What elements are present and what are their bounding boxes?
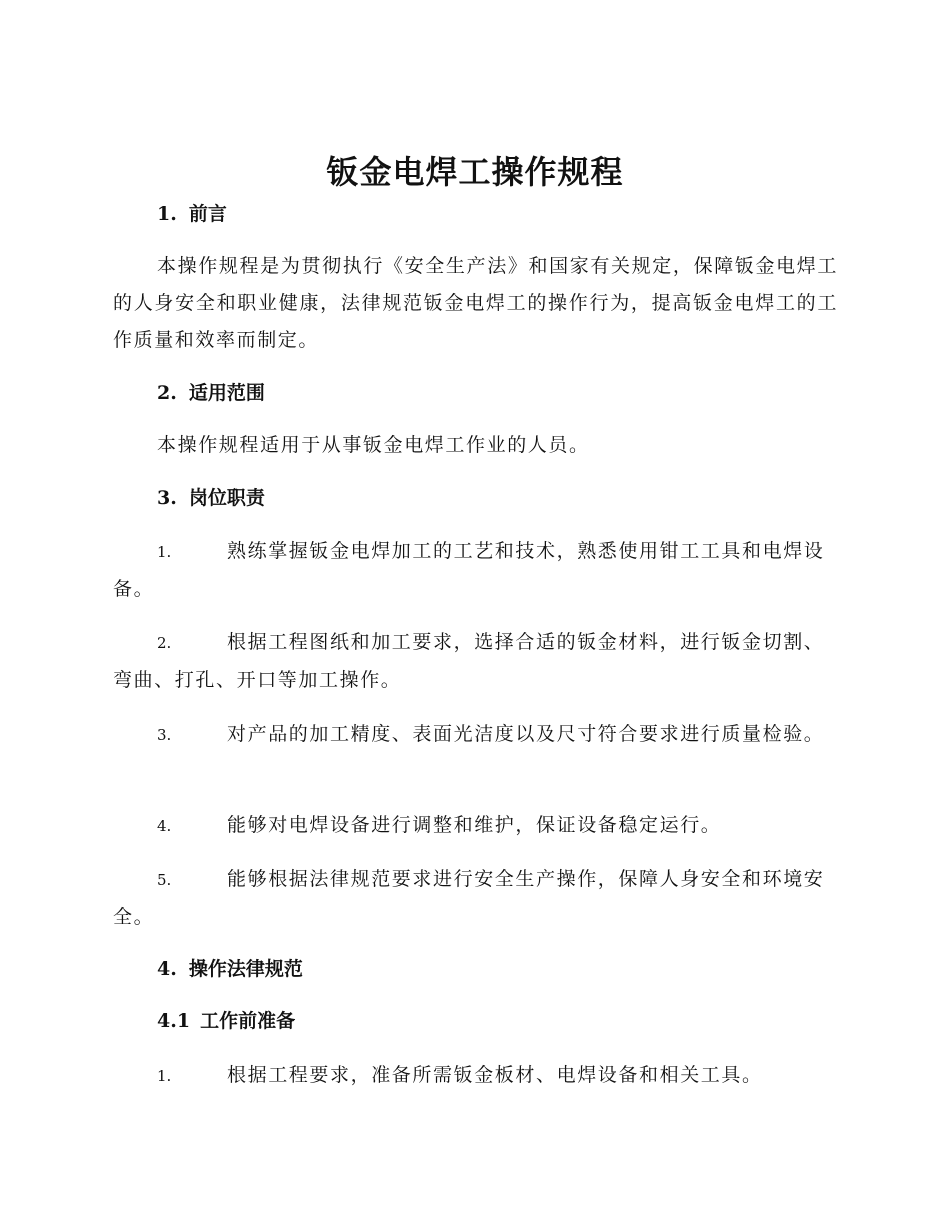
list-item-number: 5.: [157, 871, 172, 889]
section-paragraph-1: 本操作规程是为贯彻执行《安全生产法》和国家有关规定，保障钣金电焊工的人身安全和职业健康，法律规范钣金电焊工的操作行为，提高钣金电焊工的工作质量和效率而制定。: [113, 255, 838, 351]
section-paragraph-2: 本操作规程适用于从事钣金电焊工作业的人员。: [157, 434, 590, 456]
section-number: 1.: [157, 203, 177, 225]
list-item: [113, 807, 838, 845]
list-item-number: 1.: [157, 1067, 172, 1085]
section-heading-4: [157, 954, 303, 984]
list-item-text: 熟练掌握钣金电焊加工的工艺和技术，熟悉使用钳工工具和电焊设备。: [113, 540, 825, 600]
section-heading-1: [157, 199, 227, 229]
list-item-text: 能够对电焊设备进行调整和维护，保证设备稳定运行。: [227, 814, 722, 836]
list-item: [113, 1057, 838, 1095]
list-item-number: 3.: [157, 726, 172, 744]
section-title: 岗位职责: [188, 487, 265, 509]
list-item-text: 对产品的加工精度、表面光洁度以及尺寸符合要求进行质量检验。: [227, 723, 825, 745]
list-item: [113, 716, 838, 754]
list-item: [113, 533, 838, 608]
list-item-number: 4.: [157, 817, 172, 835]
section-title: 工作前准备: [200, 1010, 296, 1032]
section-number: 4.1: [157, 1010, 191, 1032]
list-item-text: 根据工程要求，准备所需钣金板材、电焊设备和相关工具。: [227, 1064, 763, 1086]
section-title: 操作法律规范: [188, 958, 303, 980]
list-item: [113, 861, 838, 936]
section-heading-3: [157, 483, 265, 513]
section-heading-2: [157, 378, 265, 408]
section-title: 前言: [188, 203, 227, 225]
list-item-number: 2.: [157, 634, 172, 652]
section-title: 适用范围: [188, 382, 265, 404]
list-item: [113, 624, 838, 699]
list-item-number: 1.: [157, 543, 172, 561]
section-number: 2.: [157, 382, 177, 404]
section-number: 4.: [157, 958, 177, 980]
section-number: 3.: [157, 487, 177, 509]
section-heading-4-1: [157, 1006, 295, 1036]
list-item-text: 能够根据法律规范要求进行安全生产操作，保障人身安全和环境安全。: [113, 868, 825, 928]
document-title: 钣金电焊工操作规程: [326, 153, 624, 191]
list-item-text: 根据工程图纸和加工要求，选择合适的钣金材料，进行钣金切割、弯曲、打孔、开口等加工操作。: [113, 631, 825, 691]
